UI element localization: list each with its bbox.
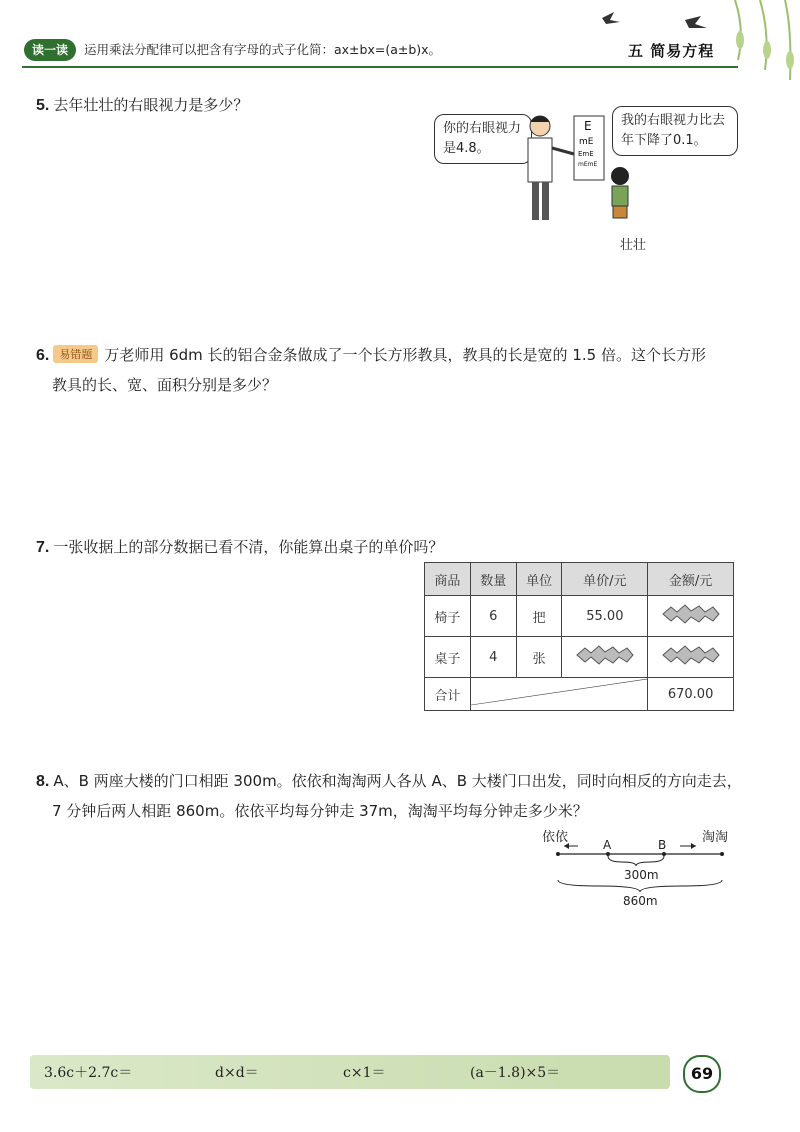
blank-merged-cell	[470, 678, 647, 711]
svg-text:EmE: EmE	[578, 150, 594, 158]
point-a-label: A	[603, 838, 612, 852]
footer-expression: 3.6c＋2.7c＝	[44, 1065, 133, 1081]
svg-text:mE: mE	[579, 137, 594, 147]
question-text-line1: 万老师用 6dm 长的铝合金条做成了一个长方形教具，教具的长是宽的 1.5 倍。这个长方形	[104, 346, 706, 364]
table-row	[425, 637, 734, 678]
question-text-line1: A、B 两座大楼的门口相距 300m。依依和淘淘两人各从 A、B 大楼门口出发，同时向相反的方向走去，	[53, 772, 742, 790]
table-cell: 合计	[425, 678, 471, 711]
table-cell: 4	[470, 637, 516, 678]
diagonal-line	[471, 678, 647, 706]
table-cell: 6	[470, 596, 516, 637]
question-6-line2: 教具的长、宽、面积分别是多少？	[52, 376, 278, 394]
table-header: 商品	[425, 563, 471, 596]
svg-text:E: E	[584, 119, 592, 133]
left-person-label: 依依	[542, 830, 569, 845]
header-tip: 运用乘法分配律可以把含有字母的式子化简：ax±bx=(a±b)x。	[84, 42, 442, 57]
footer-expression: c×1＝	[343, 1065, 386, 1081]
table-cell: 把	[516, 596, 562, 637]
table-total-row	[425, 678, 734, 711]
doctor-speech-bubble: 你的右眼视力是4.8。	[434, 114, 532, 164]
doctor-eye-chart-illustration	[512, 108, 632, 228]
kid-speech-bubble: 我的右眼视力比去年下降了0.1。	[612, 106, 738, 156]
table-row	[425, 596, 734, 637]
question-7	[36, 536, 443, 557]
read-badge: 读一读	[24, 39, 76, 61]
svg-text:mEmE: mEmE	[578, 161, 598, 168]
table-header: 单价/元	[562, 563, 648, 596]
footer-expression: d×d＝	[215, 1065, 259, 1081]
receipt-table	[424, 562, 734, 711]
question-number: 6.	[36, 347, 50, 364]
question-6	[36, 344, 706, 365]
inner-distance-label: 300m	[624, 868, 659, 882]
kid-name-label: 壮壮	[620, 238, 647, 253]
question-8	[36, 770, 742, 791]
smudge-icon	[661, 645, 721, 665]
table-cell: 桌子	[425, 637, 471, 678]
smudged-cell	[648, 637, 734, 678]
smudged-cell	[648, 596, 734, 637]
page-number: 69	[683, 1055, 721, 1093]
smudge-icon	[661, 604, 721, 624]
table-header-row	[425, 563, 734, 596]
question-5	[36, 94, 248, 115]
mistake-prone-tag: 易错题	[53, 345, 98, 363]
point-b-label: B	[658, 838, 667, 852]
question-number: 5.	[36, 97, 50, 114]
table-header: 金额/元	[648, 563, 734, 596]
smudged-cell	[562, 637, 648, 678]
table-header: 单位	[516, 563, 562, 596]
footer-expression: (a－1.8)×5＝	[470, 1065, 561, 1081]
question-number: 8.	[36, 773, 50, 790]
table-cell: 55.00	[562, 596, 648, 637]
header-divider	[22, 66, 738, 68]
question-text: 一张收据上的部分数据已看不清，你能算出桌子的单价吗？	[53, 538, 444, 556]
table-header: 数量	[470, 563, 516, 596]
question-number: 7.	[36, 539, 50, 556]
table-cell: 张	[516, 637, 562, 678]
table-cell: 椅子	[425, 596, 471, 637]
right-person-label: 淘淘	[702, 830, 729, 845]
outer-distance-label: 860m	[623, 894, 658, 908]
table-cell: 670.00	[648, 678, 734, 711]
question-text: 去年壮壮的右眼视力是多少？	[53, 96, 249, 114]
smudge-icon	[575, 645, 635, 665]
unit-title: 五 简易方程	[628, 42, 715, 60]
question-8-line2: 7 分钟后两人相距 860m。依依平均每分钟走 37m，淘淘平均每分钟走多少米？	[52, 802, 588, 820]
